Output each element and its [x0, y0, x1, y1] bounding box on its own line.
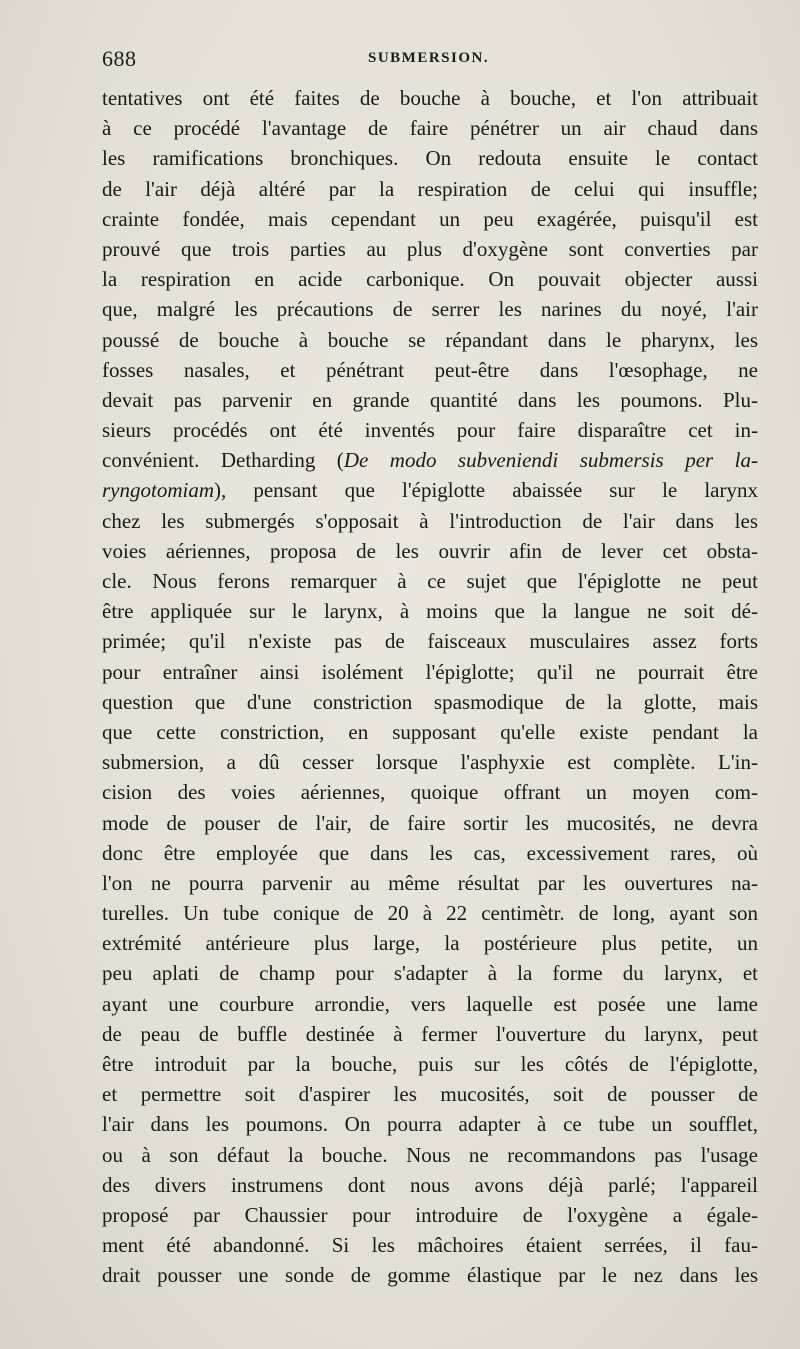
text-line: à ce procédé l'avantage de faire pénétrer un air chaud dans — [102, 116, 758, 141]
text-line: donc être employée que dans les cas, excessivement rares, où — [102, 840, 758, 865]
text-line: proposé par Chaussier pour introduire de l'oxygène a égale- — [102, 1202, 758, 1227]
text-line: que, malgré les précautions de serrer les narines du noyé, l'air — [102, 297, 758, 322]
text-line: tentatives ont été faites de bouche à bouche, et l'on attribuait — [102, 86, 758, 110]
text-line: mode de pouser de l'air, de faire sortir les mucosités, ne devra — [102, 810, 758, 835]
text-segment: ), pensant que l'épiglotte abaissée sur le larynx — [214, 478, 758, 503]
text-line: de l'air déjà altéré par la respiration de celui qui insuffle; — [102, 176, 758, 201]
text-line: les ramifications bronchiques. On redouta ensuite le contact — [102, 146, 758, 171]
body-text — [102, 83, 758, 1291]
text-line: drait pousser une sonde de gomme élastique par le nez dans les — [102, 1263, 758, 1288]
page-header — [102, 46, 758, 76]
text-segment: convénient. Detharding ( — [102, 448, 344, 473]
text-line: l'air dans les poumons. On pourra adapter à ce tube un soufflet, — [102, 1112, 758, 1137]
text-line: prouvé que trois parties au plus d'oxygène sont converties par — [102, 236, 758, 261]
text-line: chez les submergés s'opposait à l'introduction de l'air dans les — [102, 508, 758, 533]
italic-title-part2: ryngotomiam — [102, 478, 214, 503]
text-line: sieurs procédés ont été inventés pour faire disparaître cet in- — [102, 418, 758, 443]
text-line: primée; qu'il n'existe pas de faisceaux musculaires assez forts — [102, 629, 758, 654]
text-line: pour entraîner ainsi isolément l'épiglotte; qu'il ne pourrait être — [102, 659, 758, 684]
text-line: question que d'une constriction spasmodique de la glotte, mais — [102, 689, 758, 714]
running-head: SUBMERSION. — [368, 50, 490, 66]
text-line: de peau de buffle destinée à fermer l'ouverture du larynx, peut — [102, 1021, 758, 1046]
text-line: turelles. Un tube conique de 20 à 22 centimètr. de long, ayant son — [102, 901, 758, 926]
text-line: voies aériennes, proposa de les ouvrir afin de lever cet obsta- — [102, 538, 758, 563]
page-number: 688 — [102, 46, 137, 71]
text-line: ayant une courbure arrondie, vers laquelle est posée une lame — [102, 991, 758, 1016]
text-line: submersion, a dû cesser lorsque l'asphyxie est complète. L'in- — [102, 750, 758, 775]
text-line: l'on ne pourra parvenir au même résultat par les ouvertures na- — [102, 870, 758, 895]
text-line: la respiration en acide carbonique. On pouvait objecter aussi — [102, 267, 758, 292]
text-line: cle. Nous ferons remarquer à ce sujet que l'épiglotte ne peut — [102, 569, 758, 593]
text-line-with-italic — [102, 445, 758, 475]
text-line: des divers instrumens dont nous avons déjà parlé; l'appareil — [102, 1172, 758, 1197]
text-line-with-italic — [102, 475, 758, 505]
text-line: extrémité antérieure plus large, la postérieure plus petite, un — [102, 931, 758, 956]
text-line: cision des voies aériennes, quoique offrant un moyen com- — [102, 780, 758, 805]
text-line: être introduit par la bouche, puis sur les côtés de l'épiglotte, — [102, 1052, 758, 1076]
text-line: devait pas parvenir en grande quantité dans les poumons. Plu- — [102, 387, 758, 412]
text-line: ment été abandonné. Si les mâchoires étaient serrées, il fau- — [102, 1233, 758, 1258]
text-line: être appliquée sur le larynx, à moins que la langue ne soit dé- — [102, 599, 758, 624]
text-line: poussé de bouche à bouche se répandant dans le pharynx, les — [102, 327, 758, 352]
text-line: et permettre soit d'aspirer les mucosités, soit de pousser de — [102, 1082, 758, 1107]
text-line: fosses nasales, et pénétrant peut-être dans l'œsophage, ne — [102, 357, 758, 382]
text-line: que cette constriction, en supposant qu'elle existe pendant la — [102, 719, 758, 744]
italic-title-part1: De modo subveniendi submersis per la- — [343, 448, 758, 473]
text-line: ou à son défaut la bouche. Nous ne recommandons pas l'usage — [102, 1142, 758, 1167]
text-line: crainte fondée, mais cependant un peu exagérée, puisqu'il est — [102, 206, 758, 231]
text-line: peu aplati de champ pour s'adapter à la forme du larynx, et — [102, 961, 758, 986]
